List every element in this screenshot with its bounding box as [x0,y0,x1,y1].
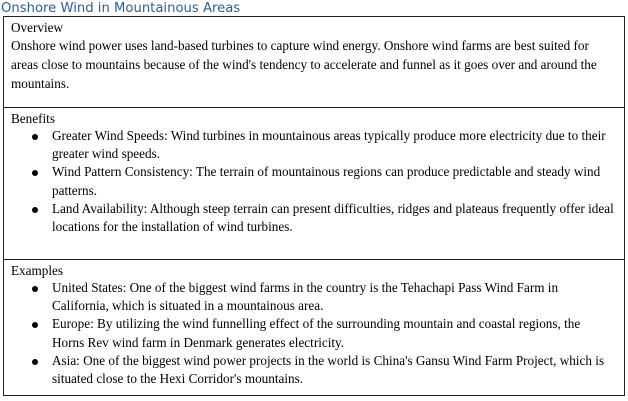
list-item [4,163,624,199]
benefits-row [4,108,625,260]
bullet-icon [32,359,38,365]
bullet-icon [32,322,38,328]
benefit-text: Land Availability: Although steep terrain can present difficulties, ridges and plateaus frequently offer ideal locations for the installation of wind turbines. [52,200,614,235]
overview-text: Onshore wind power uses land-based turbines to capture wind energy. Onshore wind farms are best suited for areas close to mountains because of the wind's tendency to accelerate and funnel as it goes over and around the mountains. [11,38,597,91]
list-item [4,127,624,163]
bullet-icon [32,134,38,140]
examples-list [4,279,624,388]
bullet-icon [32,207,38,213]
document-title: Onshore Wind in Mountainous Areas [1,1,241,16]
benefit-text: Greater Wind Speeds: Wind turbines in mountainous areas typically produce more electricity due to their greater wind speeds. [52,128,606,162]
benefit-text: Wind Pattern Consistency: The terrain of mountainous regions can produce predictable and steady wind patterns. [52,164,601,198]
overview-heading: Overview [11,20,63,35]
examples-row [4,260,625,396]
benefits-section [4,108,625,260]
list-item [4,352,624,388]
example-text: United States: One of the biggest wind farms in the country is the Tehachapi Pass Wind Farm in California, which is situated in a mountainous area. [52,280,559,314]
overview-section [4,17,625,108]
list-item [4,315,624,351]
example-text: Asia: One of the biggest wind power projects in the world is China's Gansu Wind Farm Project, which is situated close to the Hexi Corridor's mountains. [52,352,605,387]
examples-heading: Examples [11,263,64,278]
benefits-heading: Benefits [11,111,55,126]
overview-row [4,17,625,108]
example-text: Europe: By utilizing the wind funnelling effect of the surrounding mountain and coastal regions, the Horns Rev wind farm in Denmark generates electricity. [52,316,581,350]
bullet-icon [32,170,38,176]
content-table [3,16,625,396]
benefits-list [4,127,624,236]
bullet-icon [32,286,38,292]
list-item [4,200,624,236]
list-item [4,279,624,315]
examples-section [4,260,625,396]
